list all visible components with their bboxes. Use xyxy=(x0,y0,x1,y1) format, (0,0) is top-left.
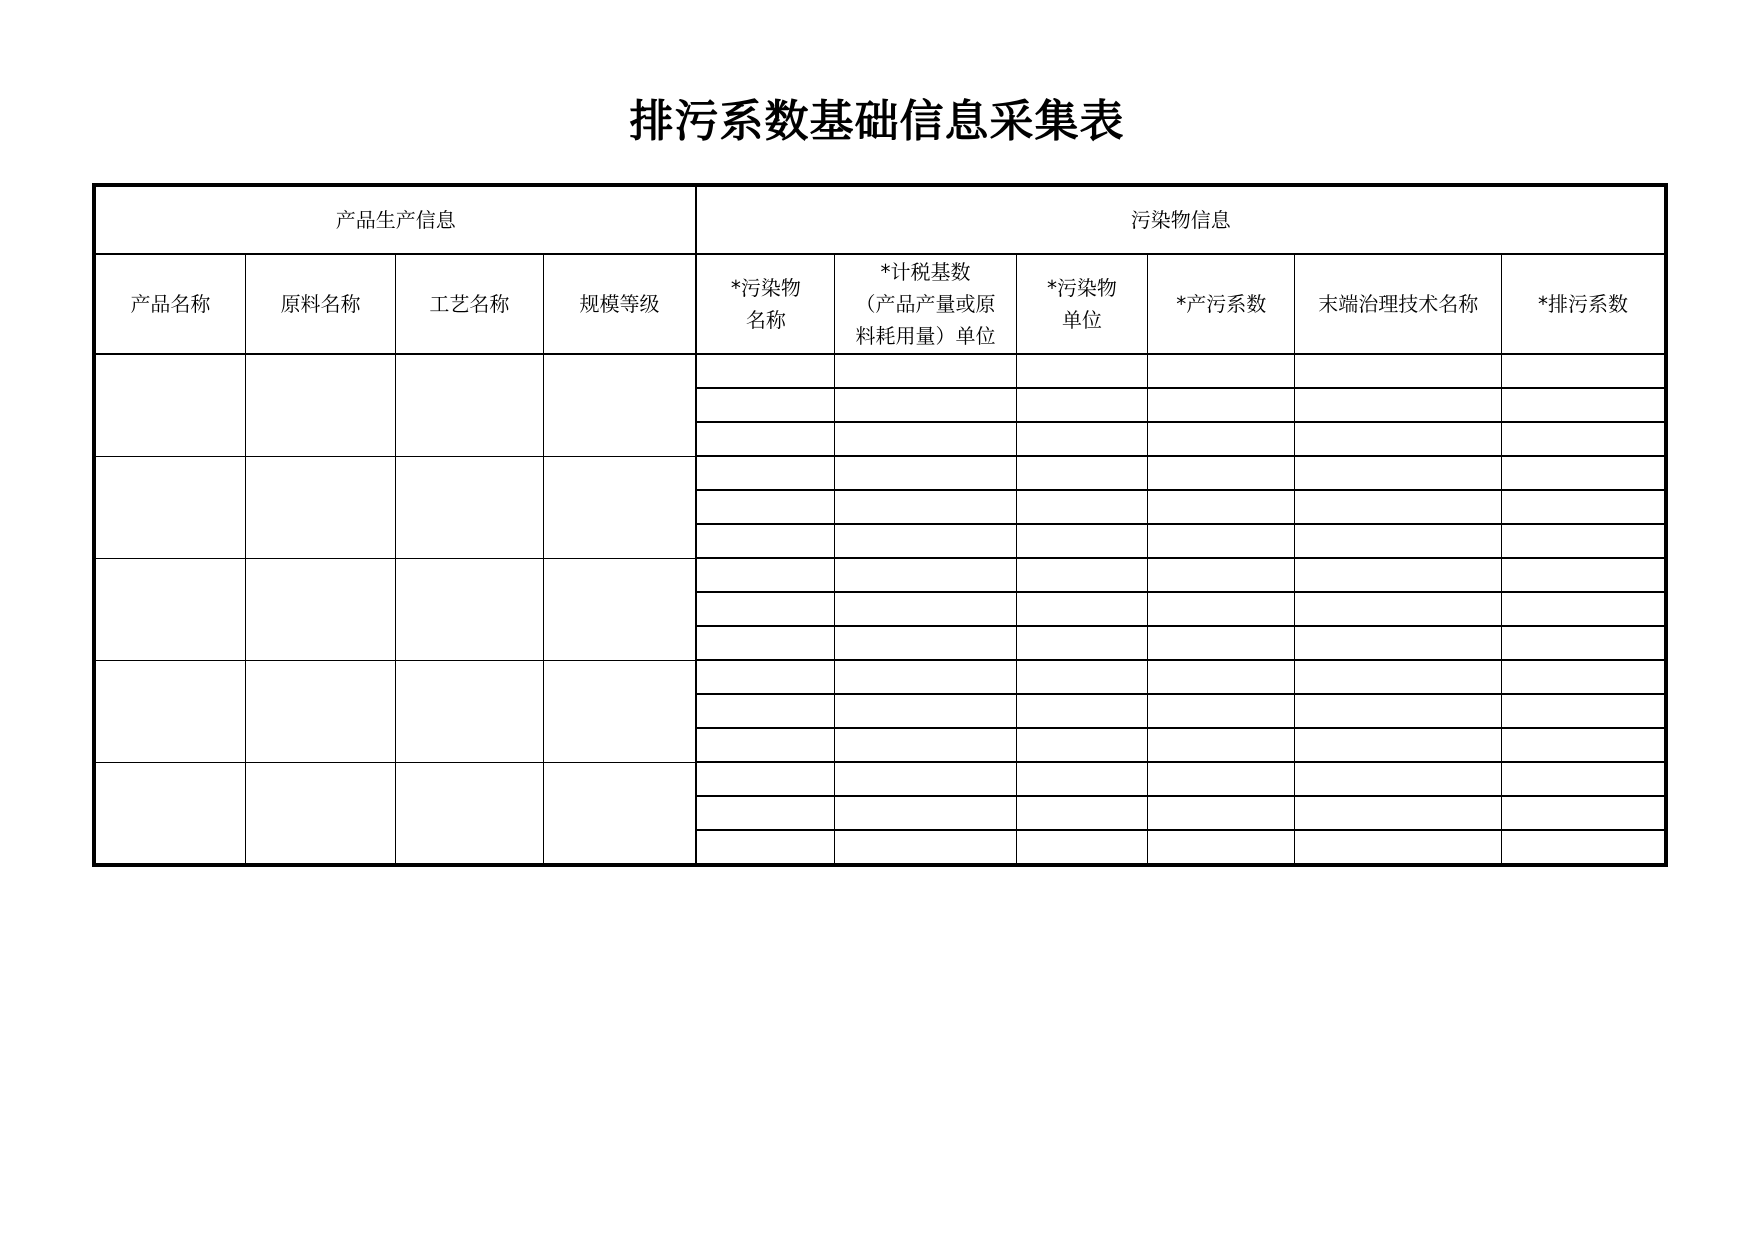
cell-process-name[interactable] xyxy=(396,762,543,865)
cell-generation-coefficient[interactable] xyxy=(1148,456,1295,490)
cell-generation-coefficient[interactable] xyxy=(1148,558,1295,592)
column-header-pollutant-unit xyxy=(1016,254,1147,354)
cell-product-name[interactable] xyxy=(94,762,245,865)
cell-emission-coefficient[interactable] xyxy=(1501,762,1666,796)
cell-end-treatment-name[interactable] xyxy=(1295,422,1502,456)
cell-emission-coefficient[interactable] xyxy=(1501,422,1666,456)
cell-pollutant-name[interactable] xyxy=(696,456,834,490)
cell-tax-base-unit[interactable] xyxy=(835,762,1016,796)
cell-pollutant-unit[interactable] xyxy=(1016,490,1147,524)
cell-tax-base-unit[interactable] xyxy=(835,592,1016,626)
cell-pollutant-name[interactable] xyxy=(696,558,834,592)
cell-pollutant-unit[interactable] xyxy=(1016,694,1147,728)
cell-end-treatment-name[interactable] xyxy=(1295,558,1502,592)
cell-tax-base-unit[interactable] xyxy=(835,388,1016,422)
cell-end-treatment-name[interactable] xyxy=(1295,694,1502,728)
table-row xyxy=(94,762,1666,796)
cell-pollutant-name[interactable] xyxy=(696,388,834,422)
column-header-line: 工艺名称 xyxy=(429,292,510,316)
column-header-row xyxy=(94,254,1666,354)
cell-emission-coefficient[interactable] xyxy=(1501,558,1666,592)
cell-pollutant-unit[interactable] xyxy=(1016,830,1147,865)
cell-generation-coefficient[interactable] xyxy=(1148,388,1295,422)
column-header-line: 料耗用量）单位 xyxy=(855,324,996,348)
table-row xyxy=(94,456,1666,490)
cell-material-name[interactable] xyxy=(245,456,395,558)
column-header-line: *污染物 xyxy=(1046,276,1117,300)
cell-end-treatment-name[interactable] xyxy=(1295,490,1502,524)
cell-tax-base-unit[interactable] xyxy=(835,694,1016,728)
cell-pollutant-unit[interactable] xyxy=(1016,524,1147,558)
cell-pollutant-unit[interactable] xyxy=(1016,728,1147,762)
cell-tax-base-unit[interactable] xyxy=(835,728,1016,762)
cell-emission-coefficient[interactable] xyxy=(1501,626,1666,660)
cell-pollutant-unit[interactable] xyxy=(1016,456,1147,490)
cell-pollutant-name[interactable] xyxy=(696,660,834,694)
cell-pollutant-unit[interactable] xyxy=(1016,422,1147,456)
table-row xyxy=(94,660,1666,694)
cell-pollutant-name[interactable] xyxy=(696,524,834,558)
group-header-product: 产品生产信息 xyxy=(94,185,696,254)
cell-material-name[interactable] xyxy=(245,558,395,660)
cell-emission-coefficient[interactable] xyxy=(1501,354,1666,388)
cell-pollutant-name[interactable] xyxy=(696,728,834,762)
column-header-line: 末端治理技术名称 xyxy=(1318,292,1479,316)
cell-pollutant-unit[interactable] xyxy=(1016,796,1147,830)
cell-generation-coefficient[interactable] xyxy=(1148,354,1295,388)
cell-emission-coefficient[interactable] xyxy=(1501,524,1666,558)
cell-pollutant-name[interactable] xyxy=(696,422,834,456)
cell-end-treatment-name[interactable] xyxy=(1295,830,1502,865)
cell-material-name[interactable] xyxy=(245,762,395,865)
cell-generation-coefficient[interactable] xyxy=(1148,626,1295,660)
cell-pollutant-unit[interactable] xyxy=(1016,660,1147,694)
cell-tax-base-unit[interactable] xyxy=(835,422,1016,456)
column-header-line: 产品名称 xyxy=(130,292,211,316)
cell-end-treatment-name[interactable] xyxy=(1295,626,1502,660)
column-header-line: 规模等级 xyxy=(579,292,660,316)
cell-product-name[interactable] xyxy=(94,354,245,456)
cell-pollutant-name[interactable] xyxy=(696,830,834,865)
cell-generation-coefficient[interactable] xyxy=(1148,728,1295,762)
cell-pollutant-name[interactable] xyxy=(696,796,834,830)
table-row xyxy=(94,354,1666,388)
cell-generation-coefficient[interactable] xyxy=(1148,592,1295,626)
cell-scale-grade[interactable] xyxy=(543,660,696,762)
group-header-pollutant: 污染物信息 xyxy=(696,185,1666,254)
cell-pollutant-name[interactable] xyxy=(696,762,834,796)
cell-generation-coefficient[interactable] xyxy=(1148,422,1295,456)
cell-end-treatment-name[interactable] xyxy=(1295,354,1502,388)
cell-generation-coefficient[interactable] xyxy=(1148,524,1295,558)
cell-pollutant-name[interactable] xyxy=(696,354,834,388)
cell-generation-coefficient[interactable] xyxy=(1148,694,1295,728)
page-title: 排污系数基础信息采集表 xyxy=(629,96,1125,147)
cell-generation-coefficient[interactable] xyxy=(1148,762,1295,796)
table-row xyxy=(94,558,1666,592)
cell-material-name[interactable] xyxy=(245,660,395,762)
cell-material-name[interactable] xyxy=(245,354,395,456)
cell-end-treatment-name[interactable] xyxy=(1295,728,1502,762)
column-header-product-name xyxy=(94,254,245,354)
column-header-line: 单位 xyxy=(1061,308,1102,332)
cell-pollutant-name[interactable] xyxy=(696,490,834,524)
column-header-line: 原料名称 xyxy=(280,292,361,316)
cell-product-name[interactable] xyxy=(94,558,245,660)
cell-emission-coefficient[interactable] xyxy=(1501,694,1666,728)
column-header-line: *计税基数 xyxy=(880,260,971,284)
cell-tax-base-unit[interactable] xyxy=(835,796,1016,830)
cell-pollutant-unit[interactable] xyxy=(1016,762,1147,796)
cell-scale-grade[interactable] xyxy=(543,354,696,456)
cell-product-name[interactable] xyxy=(94,456,245,558)
cell-tax-base-unit[interactable] xyxy=(835,354,1016,388)
column-header-line: *排污系数 xyxy=(1537,292,1628,316)
cell-emission-coefficient[interactable] xyxy=(1501,796,1666,830)
cell-emission-coefficient[interactable] xyxy=(1501,660,1666,694)
column-header-line: *产污系数 xyxy=(1176,292,1267,316)
column-header-generation-coefficient xyxy=(1148,254,1295,354)
cell-tax-base-unit[interactable] xyxy=(835,558,1016,592)
cell-end-treatment-name[interactable] xyxy=(1295,796,1502,830)
cell-emission-coefficient[interactable] xyxy=(1501,456,1666,490)
cell-emission-coefficient[interactable] xyxy=(1501,830,1666,865)
cell-tax-base-unit[interactable] xyxy=(835,490,1016,524)
cell-scale-grade[interactable] xyxy=(543,456,696,558)
group-header-row xyxy=(94,185,1666,254)
cell-pollutant-unit[interactable] xyxy=(1016,354,1147,388)
cell-end-treatment-name[interactable] xyxy=(1295,456,1502,490)
cell-tax-base-unit[interactable] xyxy=(835,830,1016,865)
cell-pollutant-unit[interactable] xyxy=(1016,592,1147,626)
cell-tax-base-unit[interactable] xyxy=(835,456,1016,490)
cell-tax-base-unit[interactable] xyxy=(835,626,1016,660)
cell-generation-coefficient[interactable] xyxy=(1148,660,1295,694)
cell-pollutant-name[interactable] xyxy=(696,694,834,728)
column-header-tax-base-unit xyxy=(835,254,1016,354)
emission-coefficient-table xyxy=(92,183,1668,867)
cell-generation-coefficient[interactable] xyxy=(1148,796,1295,830)
column-header-scale-grade xyxy=(543,254,696,354)
cell-pollutant-unit[interactable] xyxy=(1016,388,1147,422)
cell-process-name[interactable] xyxy=(396,558,543,660)
column-header-line: （产品产量或原 xyxy=(855,292,996,316)
cell-pollutant-unit[interactable] xyxy=(1016,626,1147,660)
cell-pollutant-name[interactable] xyxy=(696,626,834,660)
column-header-process-name xyxy=(396,254,543,354)
column-header-line: *污染物 xyxy=(730,276,801,300)
cell-end-treatment-name[interactable] xyxy=(1295,524,1502,558)
column-header-line: 名称 xyxy=(745,308,786,332)
cell-pollutant-unit[interactable] xyxy=(1016,558,1147,592)
cell-pollutant-name[interactable] xyxy=(696,592,834,626)
cell-emission-coefficient[interactable] xyxy=(1501,490,1666,524)
cell-generation-coefficient[interactable] xyxy=(1148,830,1295,865)
cell-end-treatment-name[interactable] xyxy=(1295,660,1502,694)
cell-tax-base-unit[interactable] xyxy=(835,660,1016,694)
column-header-pollutant-name xyxy=(696,254,834,354)
cell-product-name[interactable] xyxy=(94,660,245,762)
cell-emission-coefficient[interactable] xyxy=(1501,728,1666,762)
column-header-end-treatment-name xyxy=(1295,254,1502,354)
cell-emission-coefficient[interactable] xyxy=(1501,388,1666,422)
cell-end-treatment-name[interactable] xyxy=(1295,762,1502,796)
column-header-material-name xyxy=(245,254,395,354)
cell-process-name[interactable] xyxy=(396,456,543,558)
cell-scale-grade[interactable] xyxy=(543,762,696,865)
cell-end-treatment-name[interactable] xyxy=(1295,388,1502,422)
column-header-emission-coefficient xyxy=(1501,254,1666,354)
cell-tax-base-unit[interactable] xyxy=(835,524,1016,558)
cell-emission-coefficient[interactable] xyxy=(1501,592,1666,626)
cell-generation-coefficient[interactable] xyxy=(1148,490,1295,524)
cell-process-name[interactable] xyxy=(396,354,543,456)
cell-process-name[interactable] xyxy=(396,660,543,762)
cell-end-treatment-name[interactable] xyxy=(1295,592,1502,626)
cell-scale-grade[interactable] xyxy=(543,558,696,660)
